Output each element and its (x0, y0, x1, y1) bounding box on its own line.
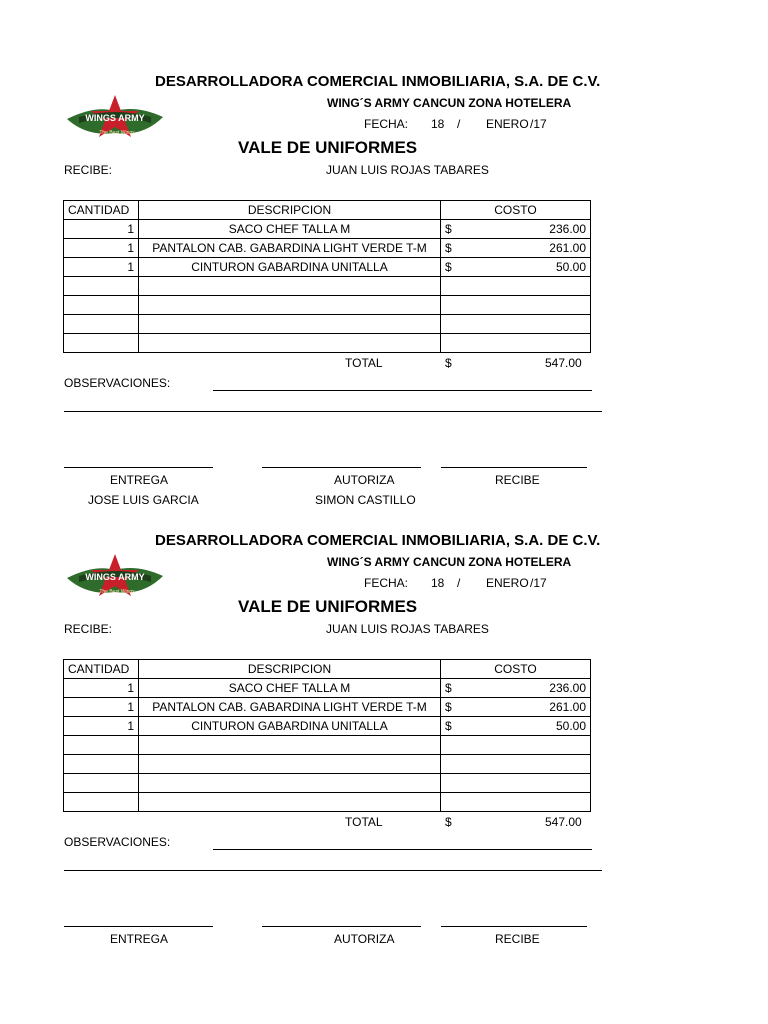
cell-descripcion: PANTALON CAB. GABARDINA LIGHT VERDE T-M (139, 239, 441, 258)
cell-descripcion: SACO CHEF TALLA M (139, 679, 441, 698)
cost-wrap (445, 220, 586, 238)
table-row (64, 793, 591, 812)
cell-cantidad: 1 (64, 717, 139, 736)
cell-descripcion (139, 315, 441, 334)
logo-text-bottom: The Best Wings (99, 130, 135, 136)
cell-cost-value: 261.00 (549, 700, 586, 714)
cell-currency: $ (445, 241, 452, 255)
cell-costo (441, 698, 591, 717)
recibe-label: RECIBE: (64, 622, 113, 636)
cell-costo (441, 736, 591, 755)
cell-cantidad: 1 (64, 239, 139, 258)
table-row (64, 277, 591, 296)
total-label: TOTAL (345, 356, 383, 370)
items-table (63, 200, 591, 353)
signature-name-entrega: JOSE LUIS GARCIA (88, 493, 199, 507)
cell-descripcion (139, 334, 441, 353)
observaciones-label: OBSERVACIONES: (64, 835, 171, 849)
cell-currency: $ (445, 719, 452, 733)
cell-costo (441, 755, 591, 774)
observaciones-line-2 (64, 870, 602, 871)
header-cantidad: CANTIDAD (64, 660, 139, 679)
signature-line-entrega (64, 926, 213, 927)
cell-costo (441, 296, 591, 315)
items-table (63, 659, 591, 812)
recibe-value: JUAN LUIS ROJAS TABARES (326, 622, 489, 636)
cost-wrap (445, 239, 586, 257)
cell-costo (441, 717, 591, 736)
observaciones-line (213, 849, 592, 850)
document-title: VALE DE UNIFORMES (238, 138, 418, 157)
signature-name-autoriza: SIMON CASTILLO (315, 493, 416, 507)
cell-cantidad: 1 (64, 220, 139, 239)
cell-cost-value: 261.00 (549, 241, 586, 255)
cell-costo (441, 679, 591, 698)
table-row (64, 315, 591, 334)
signature-label-autoriza: AUTORIZA (334, 473, 395, 487)
cell-costo (441, 239, 591, 258)
total-value: 547.00 (545, 815, 582, 829)
table-row (64, 239, 591, 258)
company-name: DESARROLLADORA COMERCIAL INMOBILIARIA, S.A. DE C.V. (155, 532, 601, 549)
header-costo: COSTO (441, 201, 591, 220)
recibe-value: JUAN LUIS ROJAS TABARES (326, 163, 489, 177)
table-row (64, 736, 591, 755)
cell-cantidad (64, 277, 139, 296)
fecha-day: 18 (431, 576, 445, 590)
total-currency: $ (445, 356, 452, 370)
cell-descripcion (139, 793, 441, 812)
cell-costo (441, 793, 591, 812)
header-cantidad: CANTIDAD (64, 201, 139, 220)
cell-costo (441, 220, 591, 239)
cell-descripcion (139, 277, 441, 296)
cell-descripcion (139, 736, 441, 755)
cell-descripcion (139, 755, 441, 774)
table-row (64, 258, 591, 277)
signature-label-recibe: RECIBE (495, 473, 540, 487)
total-currency: $ (445, 815, 452, 829)
header-costo: COSTO (441, 660, 591, 679)
wings-army-logo (65, 93, 165, 143)
company-name: DESARROLLADORA COMERCIAL INMOBILIARIA, S.A. DE C.V. (155, 73, 601, 90)
voucher (0, 0, 768, 507)
cell-costo (441, 334, 591, 353)
cell-descripcion: PANTALON CAB. GABARDINA LIGHT VERDE T-M (139, 698, 441, 717)
logo-text-bottom: The Best Wings (99, 589, 135, 595)
cell-cantidad (64, 793, 139, 812)
cell-descripcion (139, 774, 441, 793)
total-label: TOTAL (345, 815, 383, 829)
wings-army-logo (65, 552, 165, 602)
cell-cantidad: 1 (64, 679, 139, 698)
cell-cantidad (64, 315, 139, 334)
fecha-label: FECHA: (364, 576, 409, 590)
logo-text-top: WINGS ARMY (85, 572, 145, 582)
signature-label-autoriza: AUTORIZA (334, 932, 395, 946)
fecha-separator: / (457, 117, 461, 131)
cell-currency: $ (445, 681, 452, 695)
cell-costo (441, 774, 591, 793)
cell-cost-value: 236.00 (549, 222, 586, 236)
logo-text-top: WINGS ARMY (85, 113, 145, 123)
cost-wrap (445, 679, 586, 697)
table-header-row (64, 201, 591, 220)
branch-name: WING´S ARMY CANCUN ZONA HOTELERA (327, 555, 572, 569)
recibe-label: RECIBE: (64, 163, 113, 177)
table-header-row (64, 660, 591, 679)
cell-descripcion (139, 296, 441, 315)
cell-cantidad (64, 296, 139, 315)
cell-costo (441, 315, 591, 334)
cell-cantidad (64, 334, 139, 353)
cell-descripcion: SACO CHEF TALLA M (139, 220, 441, 239)
fecha-separator: / (457, 576, 461, 590)
branch-name: WING´S ARMY CANCUN ZONA HOTELERA (327, 96, 572, 110)
header-descripcion: DESCRIPCION (139, 201, 441, 220)
table-row (64, 717, 591, 736)
fecha-year: /17 (530, 576, 547, 590)
total-value: 547.00 (545, 356, 582, 370)
table-row (64, 679, 591, 698)
cell-cantidad (64, 736, 139, 755)
cell-costo (441, 258, 591, 277)
signature-line-autoriza (262, 926, 421, 927)
observaciones-label: OBSERVACIONES: (64, 376, 171, 390)
cost-wrap (445, 717, 586, 735)
table-row (64, 774, 591, 793)
cell-cantidad (64, 774, 139, 793)
cell-currency: $ (445, 700, 452, 714)
fecha-label: FECHA: (364, 117, 409, 131)
fecha-month: ENERO (486, 576, 529, 590)
cell-cantidad (64, 755, 139, 774)
header-descripcion: DESCRIPCION (139, 660, 441, 679)
fecha-month: ENERO (486, 117, 529, 131)
table-row (64, 334, 591, 353)
cell-cantidad: 1 (64, 258, 139, 277)
fecha-day: 18 (431, 117, 445, 131)
document-title: VALE DE UNIFORMES (238, 597, 418, 616)
table-row (64, 220, 591, 239)
cost-wrap (445, 258, 586, 276)
cell-currency: $ (445, 260, 452, 274)
signature-label-entrega: ENTREGA (110, 473, 169, 487)
cell-cost-value: 50.00 (555, 719, 586, 733)
cell-cantidad: 1 (64, 698, 139, 717)
fecha-year: /17 (530, 117, 547, 131)
signature-label-recibe: RECIBE (495, 932, 540, 946)
signature-label-entrega: ENTREGA (110, 932, 169, 946)
signature-line-recibe (441, 926, 587, 927)
cell-cost-value: 236.00 (549, 681, 586, 695)
cost-wrap (445, 698, 586, 716)
observaciones-line (213, 390, 592, 391)
cell-descripcion: CINTURON GABARDINA UNITALLA (139, 717, 441, 736)
table-row (64, 296, 591, 315)
voucher (0, 459, 768, 946)
cell-descripcion: CINTURON GABARDINA UNITALLA (139, 258, 441, 277)
table-row (64, 698, 591, 717)
table-row (64, 755, 591, 774)
cell-currency: $ (445, 222, 452, 236)
cell-cost-value: 50.00 (555, 260, 586, 274)
cell-costo (441, 277, 591, 296)
observaciones-line-2 (64, 411, 602, 412)
